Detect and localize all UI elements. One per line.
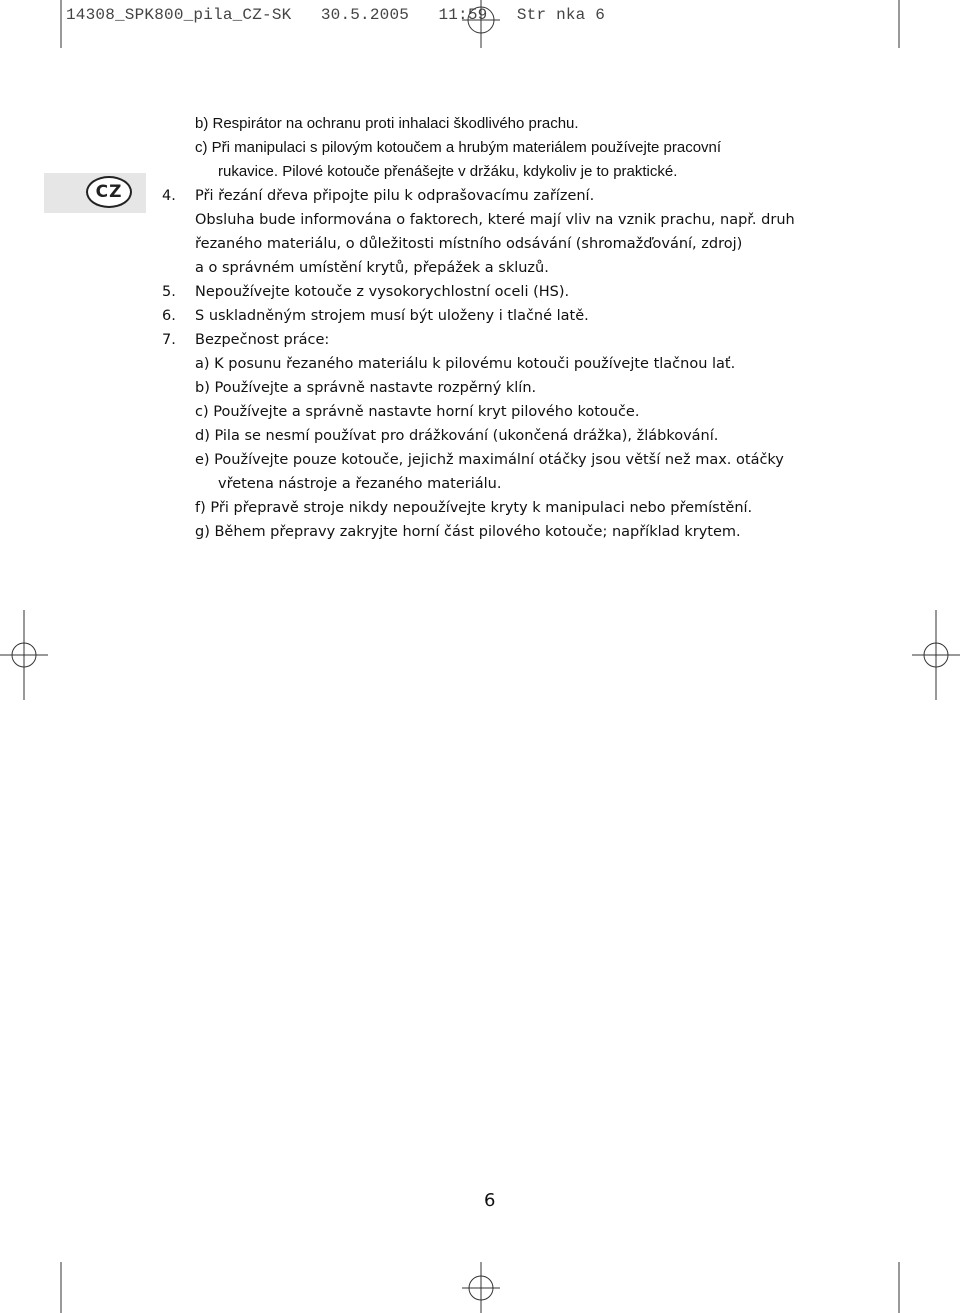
list-number: 7. xyxy=(162,332,176,348)
list-item: rukavice. Pilové kotouče přenášejte v držáku, kdykoliv je to praktické. xyxy=(218,163,678,180)
list-number: 5. xyxy=(162,284,176,300)
list-item: e) Používejte pouze kotouče, jejichž maximální otáčky jsou větší než max. otáčky xyxy=(195,452,784,468)
list-item: b) Používejte a správně nastavte rozpěrný klín. xyxy=(195,380,537,396)
list-item: řezaného materiálu, o důležitosti místního odsávání (shromažďování, zdroj) xyxy=(195,236,743,252)
list-number: 6. xyxy=(162,308,176,324)
list-item: Při řezání dřeva připojte pilu k odprašovacímu zařízení. xyxy=(195,188,595,204)
registration-circle xyxy=(924,643,948,667)
list-item: f) Při přepravě stroje nikdy nepoužívejte kryty k manipulaci nebo přemístění. xyxy=(195,500,753,516)
registration-circle xyxy=(12,643,36,667)
language-badge: CZ xyxy=(86,176,132,208)
list-item: d) Pila se nesmí používat pro drážkování (ukončená drážka), žlábkování. xyxy=(195,428,719,444)
list-item: a) K posunu řezaného materiálu k pilovému kotouči používejte tlačnou lať. xyxy=(195,356,736,372)
list-item: vřetena nástroje a řezaného materiálu. xyxy=(218,476,502,492)
section-heading: Bezpečnost práce: xyxy=(195,332,330,348)
list-item: a o správném umístění krytů, přepážek a skluzů. xyxy=(195,260,549,276)
list-item: c) Používejte a správně nastavte horní kryt pilového kotouče. xyxy=(195,404,640,420)
page-number: 6 xyxy=(484,1190,496,1211)
list-number: 4. xyxy=(162,188,176,204)
list-item: S uskladněným strojem musí být uloženy i tlačné latě. xyxy=(195,308,589,324)
list-item: g) Během přepravy zakryjte horní část pilového kotouče; například krytem. xyxy=(195,524,741,540)
registration-circle xyxy=(469,1276,493,1300)
list-item: c) Při manipulaci s pilovým kotoučem a hrubým materiálem používejte pracovní xyxy=(195,139,722,156)
print-slug: 14308_SPK800_pila_CZ-SK 30.5.2005 11:59 Str nka 6 xyxy=(66,6,606,24)
list-item: Obsluha bude informována o faktorech, které mají vliv na vznik prachu, např. druh xyxy=(195,212,795,228)
list-item: Nepoužívejte kotouče z vysokorychlostní oceli (HS). xyxy=(195,284,570,300)
list-item: b) Respirátor na ochranu proti inhalaci škodlivého prachu. xyxy=(195,115,579,132)
